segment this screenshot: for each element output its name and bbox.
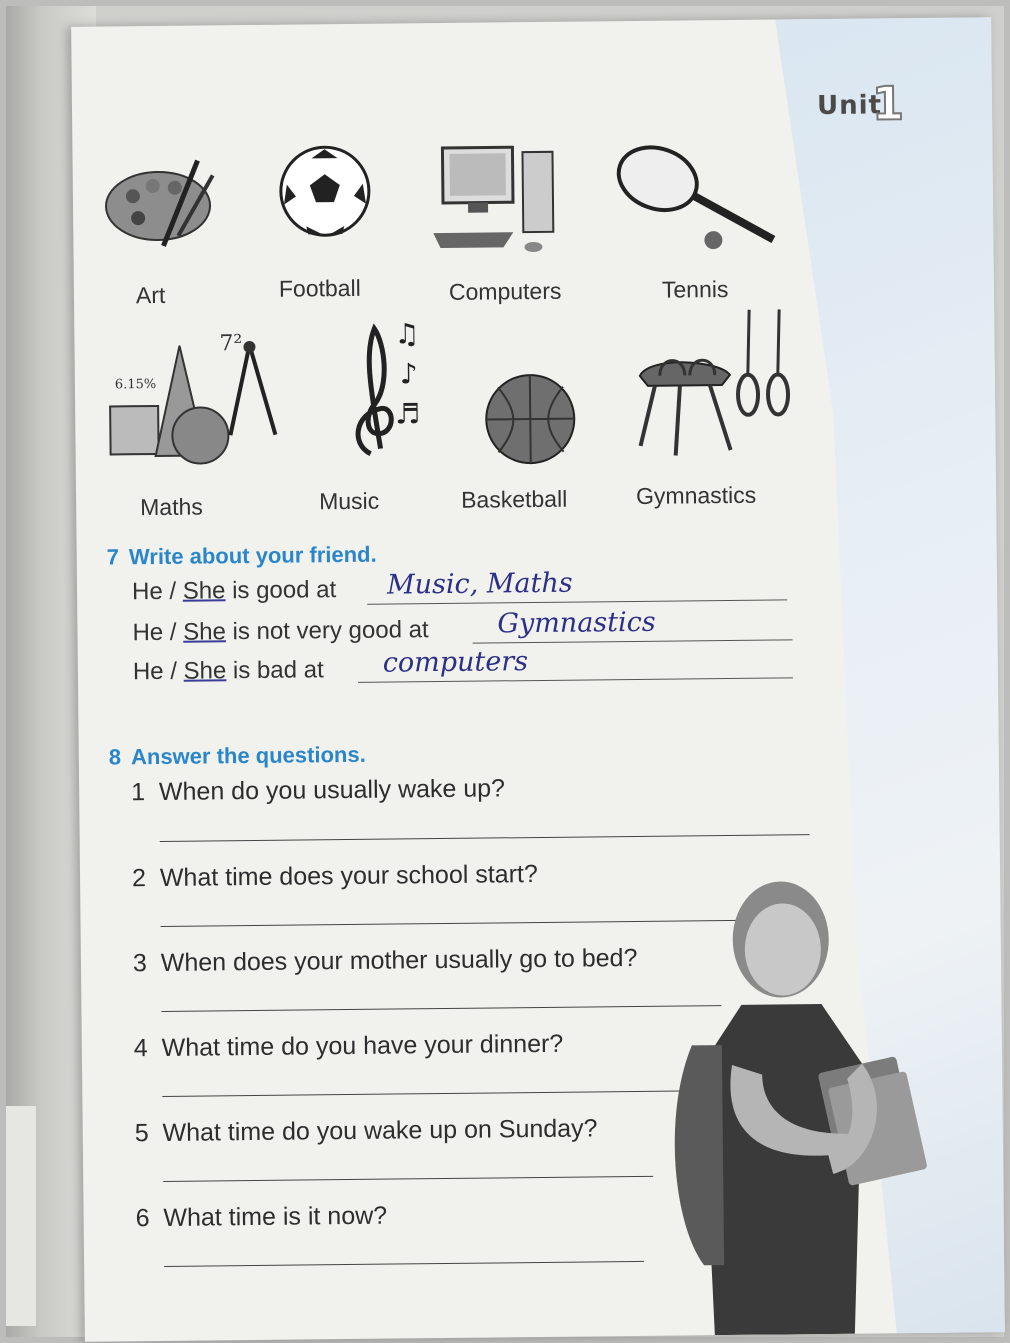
subject-label-basketball: Basketball bbox=[460, 485, 568, 513]
svg-text:♫: ♫ bbox=[394, 317, 420, 351]
subject-label-football: Football bbox=[278, 274, 361, 302]
friend-sentence-3: He / She is bad at bbox=[132, 656, 324, 686]
workbook-page bbox=[71, 17, 1005, 1342]
answer-line-8-6[interactable] bbox=[164, 1261, 644, 1267]
handwritten-answer-1: Music, Maths bbox=[386, 567, 573, 601]
previous-page-edge bbox=[6, 1106, 36, 1326]
subject-label-art: Art bbox=[135, 281, 166, 309]
basketball-icon bbox=[483, 372, 579, 468]
question-4: 4 What time do you have your dinner? bbox=[133, 1029, 564, 1063]
subject-label-music: Music bbox=[318, 487, 380, 515]
geometry-icon bbox=[99, 324, 301, 476]
soccer-ball-icon bbox=[277, 144, 373, 240]
section-8-number: 8 bbox=[108, 744, 122, 770]
answer-line-8-3[interactable] bbox=[161, 1005, 721, 1012]
subject-label-tennis: Tennis bbox=[661, 275, 729, 303]
section-7-number: 7 bbox=[106, 544, 120, 570]
section-8-heading: Answer the questions. bbox=[130, 741, 366, 770]
question-2: 2 What time does your school start? bbox=[131, 860, 538, 893]
section-7-heading: Write about your friend. bbox=[128, 541, 377, 570]
answer-line-7-2[interactable] bbox=[473, 639, 793, 643]
question-3: 3 When does your mother usually go to bed? bbox=[132, 943, 638, 978]
svg-text:♪: ♪ bbox=[399, 357, 418, 391]
she-circled: She bbox=[183, 657, 227, 685]
student-girl-photo bbox=[650, 863, 955, 1336]
photo-frame bbox=[6, 6, 1004, 1337]
subject-label-computers: Computers bbox=[448, 277, 562, 305]
section-7-title bbox=[107, 542, 377, 571]
section-8-title bbox=[109, 742, 366, 771]
handwritten-answer-3: computers bbox=[382, 646, 529, 679]
she-circled: She bbox=[182, 577, 226, 605]
music-notes-icon bbox=[339, 313, 441, 464]
unit-number: 1 bbox=[871, 76, 905, 131]
friend-sentence-2: He / She is not very good at bbox=[132, 616, 429, 647]
subject-label-gymnastics: Gymnastics bbox=[635, 481, 757, 509]
handwritten-answer-2: Gymnastics bbox=[497, 606, 656, 640]
question-6: 6 What time is it now? bbox=[135, 1201, 388, 1233]
she-circled: She bbox=[183, 618, 227, 646]
tennis-racket-icon bbox=[612, 139, 783, 251]
gymnastics-icon bbox=[629, 304, 801, 466]
computer-icon bbox=[427, 137, 578, 264]
answer-line-7-1[interactable] bbox=[367, 599, 787, 604]
question-5: 5 What time do you wake up on Sunday? bbox=[134, 1114, 598, 1148]
svg-text:7²: 7² bbox=[219, 331, 243, 357]
palette-icon bbox=[102, 145, 223, 256]
question-1: 1 When do you usually wake up? bbox=[131, 774, 506, 807]
friend-sentence-1: He / She is good at bbox=[131, 576, 337, 606]
answer-line-8-4[interactable] bbox=[162, 1091, 682, 1097]
answer-line-8-1[interactable] bbox=[160, 834, 810, 842]
svg-text:6.15%: 6.15% bbox=[114, 376, 157, 393]
unit-label: Unit bbox=[816, 90, 883, 122]
subject-label-maths: Maths bbox=[140, 493, 203, 521]
answer-line-8-5[interactable] bbox=[163, 1176, 653, 1182]
svg-text:♬: ♬ bbox=[395, 397, 421, 431]
